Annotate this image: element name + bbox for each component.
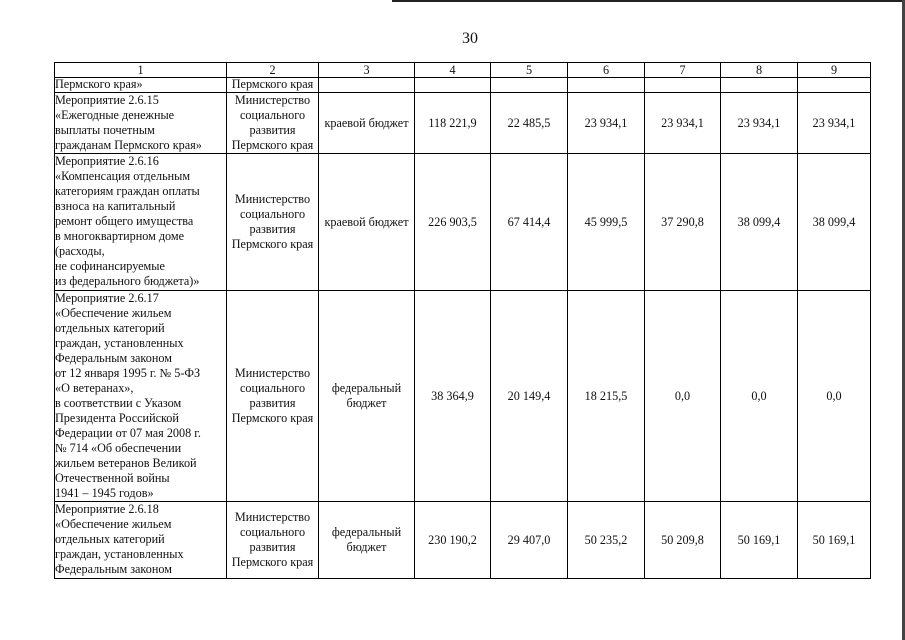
activity-name-cell-line: жильем ветеранов Великой [55, 456, 197, 470]
activity-name-cell-line: отдельных категорий [55, 532, 165, 546]
header-cell: 4 [415, 63, 491, 78]
activity-name-cell [55, 502, 227, 579]
responsible-cell [227, 78, 319, 93]
value-cell [491, 78, 568, 93]
activity-name-cell [55, 291, 227, 502]
header-cell: 8 [721, 63, 798, 78]
activity-name-cell-line: «Обеспечение жильем [55, 517, 172, 531]
responsible-cell [227, 291, 319, 502]
responsible-cell-line: социального [239, 108, 306, 122]
funding-source-cell-line: бюджет [346, 396, 387, 410]
funding-source-cell [319, 291, 415, 502]
value-cell: 67 414,4 [491, 154, 568, 291]
value-cell: 50 235,2 [568, 502, 645, 579]
value-cell: 38 364,9 [415, 291, 491, 502]
value-cell: 50 209,8 [645, 502, 721, 579]
header-cell: 5 [491, 63, 568, 78]
responsible-cell-line: развития [249, 222, 296, 236]
funding-source-cell [319, 502, 415, 579]
activity-name-cell-line: № 714 «Об обеспечении [55, 441, 182, 455]
header-cell: 7 [645, 63, 721, 78]
header-cell: 3 [319, 63, 415, 78]
value-cell: 23 934,1 [568, 93, 645, 154]
responsible-cell-line: Пермского края [231, 77, 314, 91]
funding-source-cell-line: федеральный [331, 525, 402, 539]
responsible-cell-line: Министерство [234, 192, 311, 206]
value-cell [798, 78, 871, 93]
responsible-cell-line: Пермского края [231, 237, 314, 251]
activity-name-cell-line: Мероприятие 2.6.15 [55, 93, 159, 107]
header-cell: 2 [227, 63, 319, 78]
value-cell: 0,0 [721, 291, 798, 502]
responsible-cell-line: развития [249, 540, 296, 554]
activity-name-cell-line: (расходы, [55, 244, 105, 258]
activity-name-cell-line: гражданам Пермского края» [55, 138, 202, 152]
responsible-cell-line: социального [239, 207, 306, 221]
table-row [55, 154, 871, 291]
funding-source-cell-line: федеральный [331, 381, 402, 395]
value-cell [568, 78, 645, 93]
value-cell [721, 78, 798, 93]
activity-name-cell-line: категориям граждан оплаты [55, 184, 200, 198]
activity-name-cell [55, 154, 227, 291]
table-row [55, 93, 871, 154]
value-cell: 50 169,1 [721, 502, 798, 579]
responsible-cell [227, 154, 319, 291]
value-cell: 0,0 [798, 291, 871, 502]
table-row [55, 502, 871, 579]
responsible-cell [227, 93, 319, 154]
activity-name-cell-line: «Ежегодные денежные [55, 108, 175, 122]
activity-name-cell-line: от 12 января 1995 г. № 5-ФЗ [55, 366, 201, 380]
activity-name-cell-line: «Компенсация отдельным [55, 169, 191, 183]
value-cell: 22 485,5 [491, 93, 568, 154]
activity-name-cell-line: 1941 – 1945 годов» [55, 486, 154, 500]
activity-name-cell-line: ремонт общего имущества [55, 214, 194, 228]
budget-table [54, 62, 871, 579]
page-number: 30 [462, 30, 478, 47]
activity-name-cell-line: граждан, установленных [55, 547, 184, 561]
responsible-cell-line: развития [249, 123, 296, 137]
activity-name-cell-line: выплаты почетным [55, 123, 155, 137]
value-cell: 45 999,5 [568, 154, 645, 291]
funding-source-cell [319, 154, 415, 291]
activity-name-cell-line: граждан, установленных [55, 336, 184, 350]
header-cell: 6 [568, 63, 645, 78]
activity-name-cell-line: Мероприятие 2.6.17 [55, 291, 159, 305]
value-cell: 23 934,1 [798, 93, 871, 154]
value-cell: 37 290,8 [645, 154, 721, 291]
value-cell: 20 149,4 [491, 291, 568, 502]
value-cell: 50 169,1 [798, 502, 871, 579]
value-cell: 38 099,4 [721, 154, 798, 291]
responsible-cell-line: Министерство [234, 366, 311, 380]
funding-source-cell-line: краевой бюджет [324, 115, 409, 130]
activity-name-cell-line: не софинансируемые [55, 259, 165, 273]
header-row [55, 63, 871, 78]
responsible-cell-line: Пермского края [231, 138, 314, 152]
activity-name-cell [55, 78, 227, 93]
funding-source-cell-line: бюджет [346, 540, 387, 554]
responsible-cell-line: социального [239, 525, 306, 539]
activity-name-cell-line: Мероприятие 2.6.16 [55, 154, 159, 168]
value-cell [415, 78, 491, 93]
activity-name-cell-line: Федеральным законом [55, 562, 172, 576]
activity-name-cell-line: отдельных категорий [55, 321, 165, 335]
activity-name-cell-line: Отечественной войны [55, 471, 170, 485]
value-cell: 18 215,5 [568, 291, 645, 502]
responsible-cell-line: Пермского края [231, 555, 314, 569]
value-cell: 226 903,5 [415, 154, 491, 291]
funding-source-cell [319, 78, 415, 93]
activity-name-cell-line: в соответствии с Указом [55, 396, 182, 410]
funding-source-cell-line: краевой бюджет [324, 214, 409, 229]
funding-source-cell [319, 93, 415, 154]
activity-name-cell-line: в многоквартирном доме [55, 229, 185, 243]
value-cell: 0,0 [645, 291, 721, 502]
value-cell: 23 934,1 [721, 93, 798, 154]
top-border-line [392, 0, 905, 2]
value-cell: 23 934,1 [645, 93, 721, 154]
activity-name-cell-line: Мероприятие 2.6.18 [55, 502, 159, 516]
responsible-cell-line: Министерство [234, 510, 311, 524]
responsible-cell-line: Министерство [234, 93, 311, 107]
responsible-cell-line: развития [249, 396, 296, 410]
activity-name-cell-line: Президента Российской [55, 411, 179, 425]
table-row [55, 291, 871, 502]
activity-name-cell-line: «Обеспечение жильем [55, 306, 172, 320]
header-cell: 1 [55, 63, 227, 78]
value-cell: 230 190,2 [415, 502, 491, 579]
value-cell: 38 099,4 [798, 154, 871, 291]
activity-name-cell [55, 93, 227, 154]
activity-name-cell-line: из федерального бюджета)» [55, 274, 200, 288]
activity-name-cell-line: Пермского края» [55, 77, 143, 91]
responsible-cell-line: Пермского края [231, 411, 314, 425]
value-cell: 118 221,9 [415, 93, 491, 154]
header-cell: 9 [798, 63, 871, 78]
responsible-cell [227, 502, 319, 579]
activity-name-cell-line: взноса на капитальный [55, 199, 176, 213]
activity-name-cell-line: Федерации от 07 мая 2008 г. [55, 426, 201, 440]
activity-name-cell-line: Федеральным законом [55, 351, 172, 365]
table-row [55, 78, 871, 93]
value-cell: 29 407,0 [491, 502, 568, 579]
value-cell [645, 78, 721, 93]
responsible-cell-line: социального [239, 381, 306, 395]
activity-name-cell-line: «О ветеранах», [55, 381, 134, 395]
